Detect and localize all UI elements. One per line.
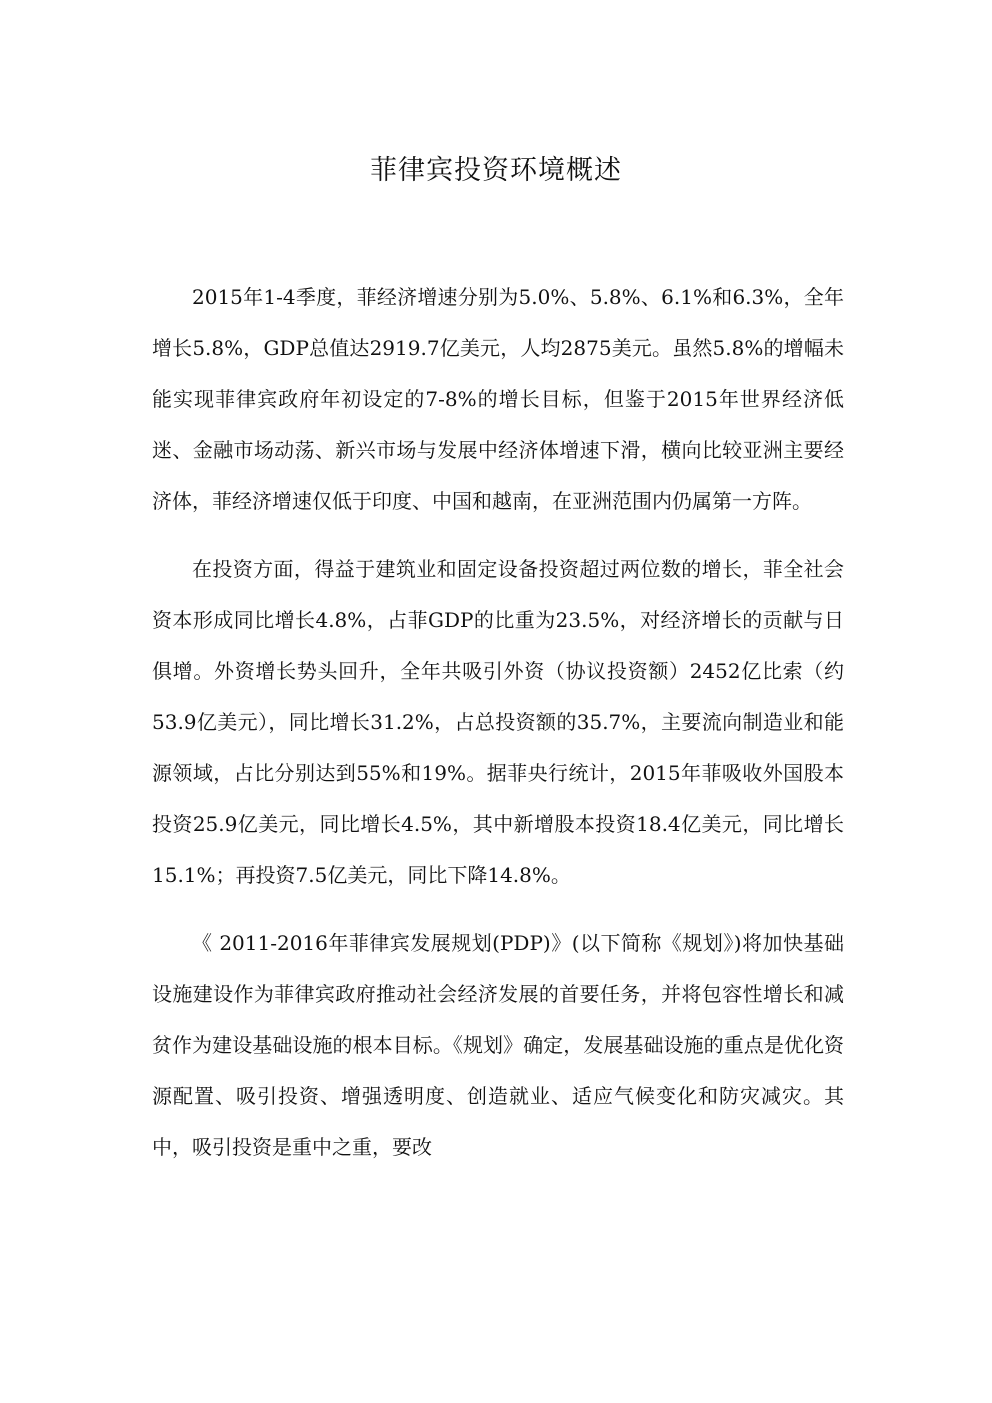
paragraph-development-plan: 《 2011-2016年菲律宾发展规划(PDP)》(以下简称《规划》)将加快基础设施建设作为菲律宾政府推动社会经济发展的首要任务，并将包容性增长和减贫作为建设基础设施的根本目标。《规划》确定，发展基础设施的重点是优化资源配置、吸引投资、增强透明度、创造就业、适应气候变化和防灾减灾。其中，吸引投资是重中之重，要改 <box>152 931 844 1159</box>
document-title: 菲律宾投资环境概述 <box>370 155 622 186</box>
document-body <box>152 272 844 1190</box>
paragraph-gdp-growth: 2015年1-4季度，菲经济增速分别为5.0%、5.8%、6.1%和6.3%，全年增长5.8%，GDP总值达2919.7亿美元，人均2875美元。虽然5.8%的增幅未能实现菲律宾政府年初设定的7-8%的增长目标，但鉴于2015年世界经济低迷、金融市场动荡、新兴市场与发展中经济体增速下滑，横向比较亚洲主要经济体，菲经济增速仅低于印度、中国和越南，在亚洲范围内仍属第一方阵。 <box>152 285 844 513</box>
paragraph-investment: 在投资方面，得益于建筑业和固定设备投资超过两位数的增长，菲全社会资本形成同比增长4.8%，占菲GDP的比重为23.5%，对经济增长的贡献与日俱增。外资增长势头回升，全年共吸引外资（协议投资额）2452亿比索（约53.9亿美元），同比增长31.2%，占总投资额的35.7%，主要流向制造业和能源领域，占比分别达到55%和19%。据菲央行统计，2015年菲吸收外国股本投资25.9亿美元，同比增长4.5%，其中新增股本投资18.4亿美元，同比增长15.1%；再投资7.5亿美元，同比下降14.8%。 <box>152 557 844 887</box>
